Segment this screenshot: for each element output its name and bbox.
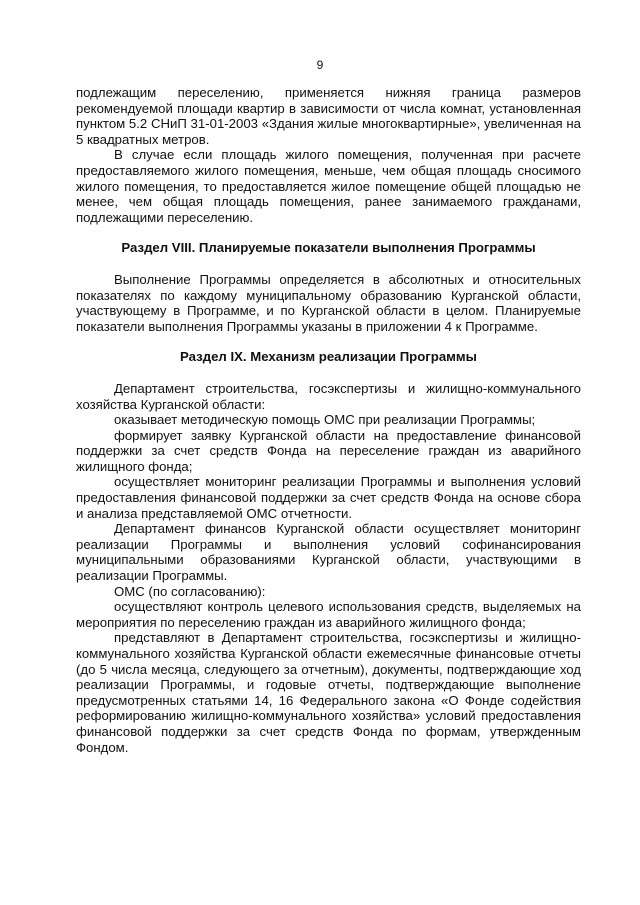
paragraph-continuation: подлежащим переселению, применяется нижняя граница размеров рекомендуемой площади квартир в зависимости от числа комнат, установленная пунктом 5.2 СНиП 31-01-2003 «Здания жилые многоквартирные», увеличенная на 5 квадратных метров. bbox=[76, 85, 581, 147]
section-9-paragraph: осуществляет мониторинг реализации Программы и выполнения условий предоставления финансовой поддержки за счет средств Фонда на основе сбора и анализа представляемой ОМС отчетности. bbox=[76, 474, 581, 521]
section-9-paragraph: оказывает методическую помощь ОМС при реализации Программы; bbox=[114, 412, 536, 428]
section-9-paragraph: осуществляют контроль целевого использования средств, выделяемых на мероприятия по переселению граждан из аварийного жилищного фонда; bbox=[76, 599, 581, 630]
page-content bbox=[76, 85, 581, 755]
section-8-text: Выполнение Программы определяется в абсолютных и относительных показателях по каждому муниципальному образованию Курганской области, участвующему в Программе, и по Курганской области в целом. Планируемые показатели выполнения Программы указаны в приложении 4 к Программе. bbox=[76, 271, 581, 334]
page-number: 9 bbox=[316, 58, 324, 72]
section-8-heading: Раздел VIII. Планируемые показатели выполнения Программы bbox=[121, 240, 536, 256]
section-9-heading: Раздел IX. Механизм реализации Программы bbox=[180, 349, 477, 365]
paragraph-area-rule: В случае если площадь жилого помещения, полученная при расчете предоставляемого жилого помещения, меньше, чем общая площадь сносимого жилого помещения, то предоставляется жилое помещение общей площадью не менее, чем общая площадь помещения, ранее занимаемого гражданами, подлежащими переселению. bbox=[76, 147, 581, 225]
section-9-paragraph: ОМС (по согласованию): bbox=[114, 583, 266, 599]
section-9-paragraph: Департамент финансов Курганской области осуществляет мониторинг реализации Программы и выполнения условий софинансирования муниципальными образованиями Курганской области, участвующими в реализации Программы. bbox=[76, 521, 581, 584]
section-9-paragraph: формирует заявку Курганской области на предоставление финансовой поддержки за счет средств Фонда на переселение граждан из аварийного жилищного фонда; bbox=[76, 427, 581, 474]
section-9-paragraph: Департамент строительства, госэкспертизы и жилищно-коммунального хозяйства Курганской области: bbox=[76, 380, 581, 412]
section-9-paragraph: представляют в Департамент строительства, госэкспертизы и жилищно-коммунального хозяйства Курганской области ежемесячные финансовые отчеты (до 5 числа месяца, следующего за отчетным), документы, подтверждающие ход реализации Программы, и годовые отчеты, подтверждающие выполнение предусмотренных статьями 14, 16 Федерального закона «О Фонде содействия реформированию жилищно-коммунального хозяйства» условий предоставления финансовой поддержки за счет средств Фонда по формам, утвержденным Фондом. bbox=[76, 630, 581, 755]
